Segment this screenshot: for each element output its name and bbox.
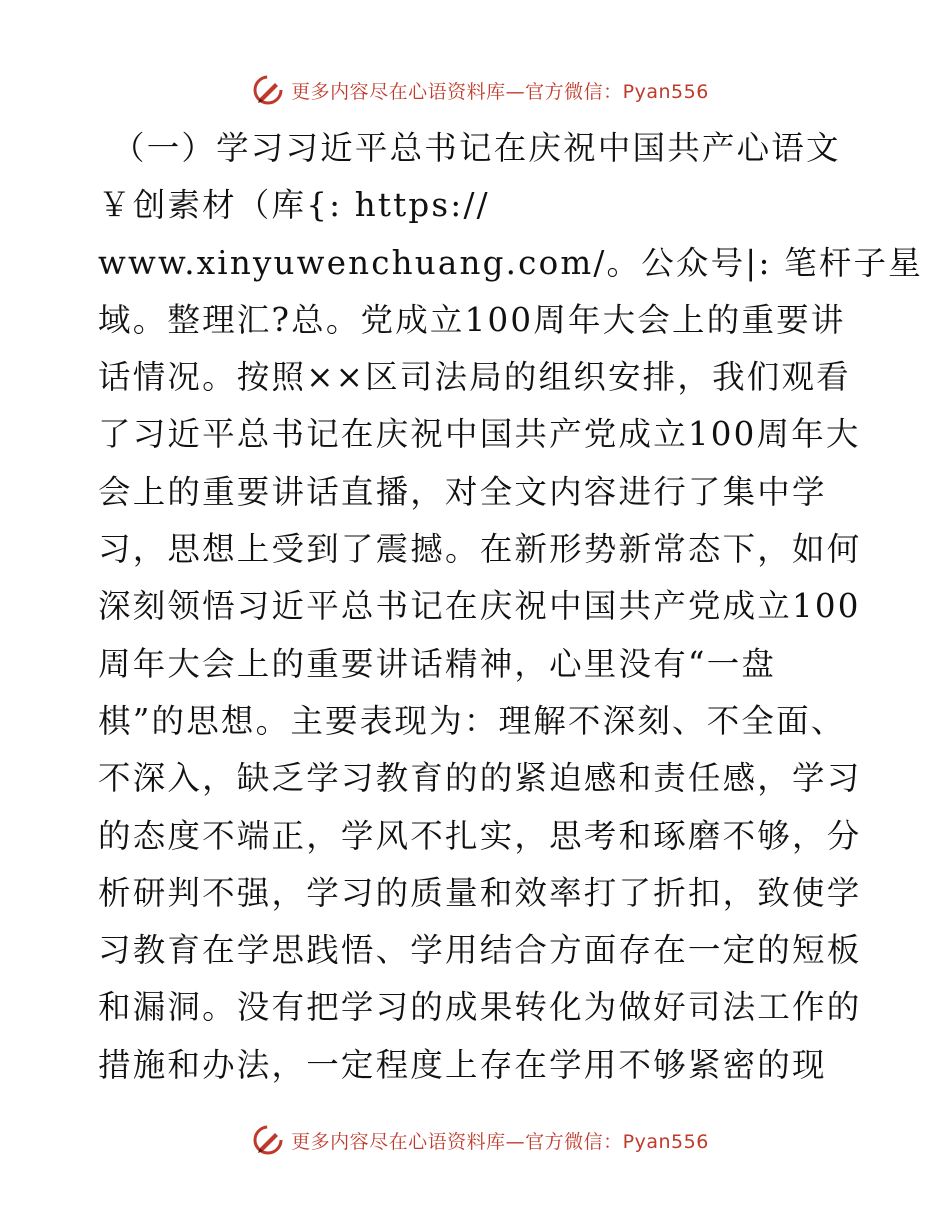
header-banner-text: 更多内容尽在心语资料库—官方微信：Pyan556 [291,80,709,103]
pen-swirl-logo-icon [251,73,285,107]
header-banner-inner [251,73,709,107]
body-line: 域。整理汇?总。党成立100周年大会上的重要讲 [98,300,846,339]
body-line: 深刻领悟习近平总书记在庆祝中国共产党成立100 [98,587,861,626]
body-line: ￥创素材（库{: https:// [98,186,490,225]
document-body [98,120,923,1094]
body-line: 的态度不端正，学风不扎实，思考和琢磨不够，分 [98,816,862,855]
pen-swirl-logo-icon [251,1123,285,1157]
body-line: 话情况。按照××区司法局的组织安排，我们观看 [98,358,851,397]
footer-banner-text: 更多内容尽在心语资料库—官方微信：Pyan556 [291,1130,709,1153]
body-line: 会上的重要讲话直播，对全文内容进行了集中学 [98,472,827,511]
body-line: www.xinyuwenchuang.com/。公众号|: 笔杆子星 [98,243,923,282]
footer-banner [0,1120,950,1160]
body-line: 措施和办法，一定程度上存在学用不够紧密的现 [98,1045,827,1084]
body-line: 了习近平总书记在庆祝中国共产党成立100周年大 [98,415,861,454]
header-banner [0,70,950,110]
body-line: 周年大会上的重要讲话精神，心里没有“一盘 [98,644,777,683]
body-line: 习教育在学思践悟、学用结合方面存在一定的短板 [98,931,862,970]
footer-banner-inner [251,1123,709,1157]
body-line: 析研判不强，学习的质量和效率打了折扣，致使学 [98,873,862,912]
body-line: 不深入，缺乏学习教育的的紧迫感和责任感，学习 [98,759,862,798]
body-line: 习，思想上受到了震撼。在新形势新常态下，如何 [98,530,862,569]
body-line: 和漏洞。没有把学习的成果转化为做好司法工作的 [98,988,862,1027]
body-line: （一）学习习近平总书记在庆祝中国共产心语文 [112,129,841,167]
body-line: 棋”的思想。主要表现为：理解不深刻、不全面、 [98,701,846,740]
